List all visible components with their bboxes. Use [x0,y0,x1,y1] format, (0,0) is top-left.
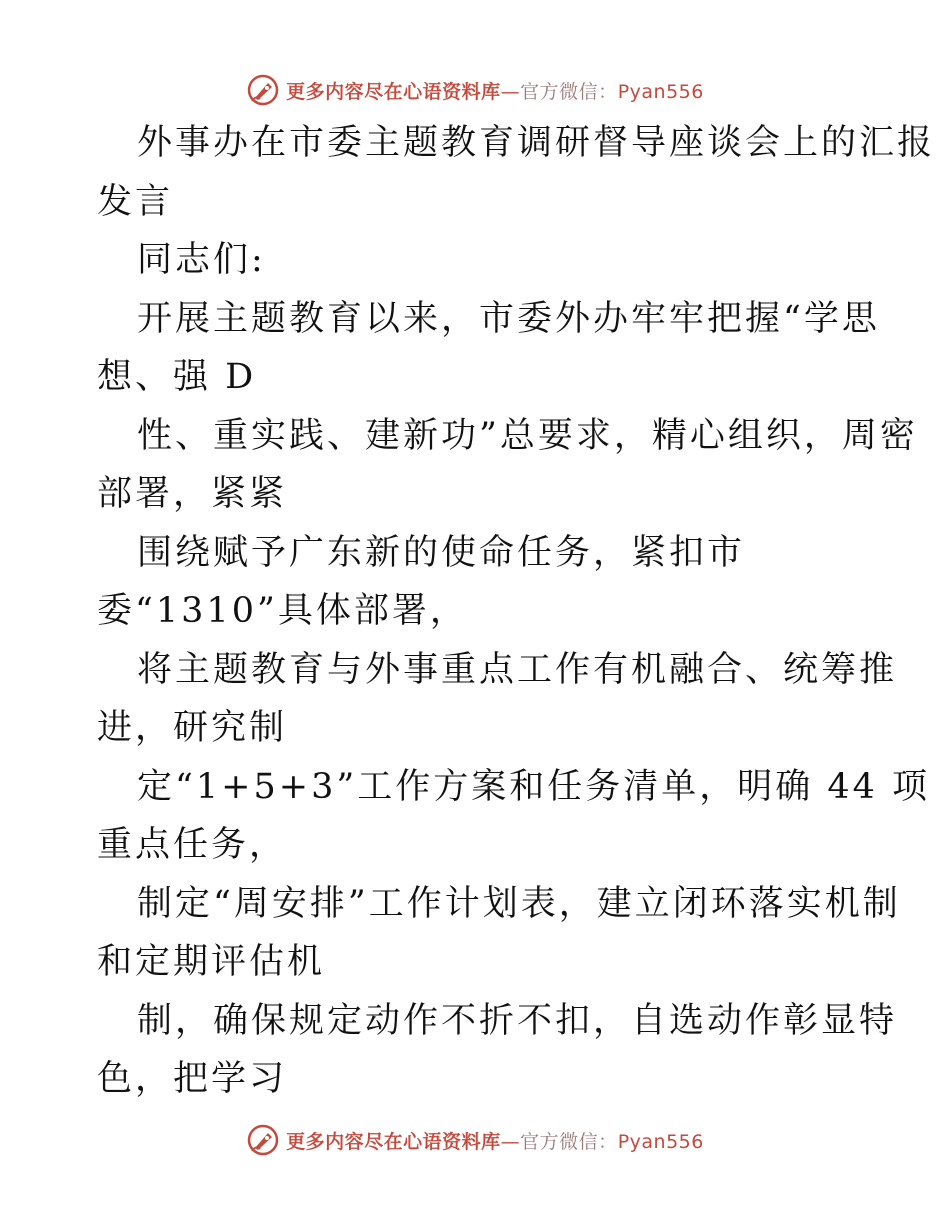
watermark-wechat-id: Pyan556 [617,1130,704,1153]
watermark-text [286,1127,704,1154]
text-line: 定“1+5+3”工作方案和任务清单，明确 44 项 [137,766,931,807]
text-line: 同志们: [137,240,266,280]
watermark-site-text: 更多内容尽在心语资料库 [286,1130,501,1153]
header-watermark [0,70,950,110]
text-line: 和定期评估机 [97,942,326,982]
pen-nib-logo-icon [246,73,280,107]
text-line: 围绕赋予广东新的使命任务，紧扣市 [137,532,746,573]
text-line: 性、重实践、建新功”总要求，精心组织，周密 [137,415,918,456]
watermark-dash: — [500,80,521,103]
watermark-dash: — [500,1130,521,1153]
text-line: 外事办在市委主题教育调研督导座谈会上的汇报 [137,123,936,163]
text-line: 制，确保规定动作不折不扣，自选动作彰显特 [137,1000,898,1041]
watermark-wechat-label: 官方微信： [520,1130,618,1153]
text-line: 委“1310”具体部署， [97,591,468,631]
text-line: 发言 [97,181,174,222]
text-line: 进，研究制 [97,708,288,748]
watermark-wechat-id: Pyan556 [617,80,704,103]
text-line: 制定“周安排”工作计划表，建立闭环落实机制 [137,883,901,924]
footer-watermark [0,1120,950,1160]
text-line: 部署，紧紧 [97,474,288,514]
text-line: 想、强 D [97,357,257,397]
pen-nib-logo-icon [246,1123,280,1157]
text-line: 色，把学习 [97,1059,288,1099]
watermark-site-text: 更多内容尽在心语资料库 [286,80,501,103]
text-line: 将主题教育与外事重点工作有机融合、统筹推 [137,649,898,690]
text-line: 重点任务， [97,825,288,865]
watermark-wechat-label: 官方微信： [520,80,618,103]
watermark-text [286,77,704,104]
text-line: 开展主题教育以来，市委外办牢牢把握“学思 [137,298,880,339]
document-body [97,114,936,1109]
